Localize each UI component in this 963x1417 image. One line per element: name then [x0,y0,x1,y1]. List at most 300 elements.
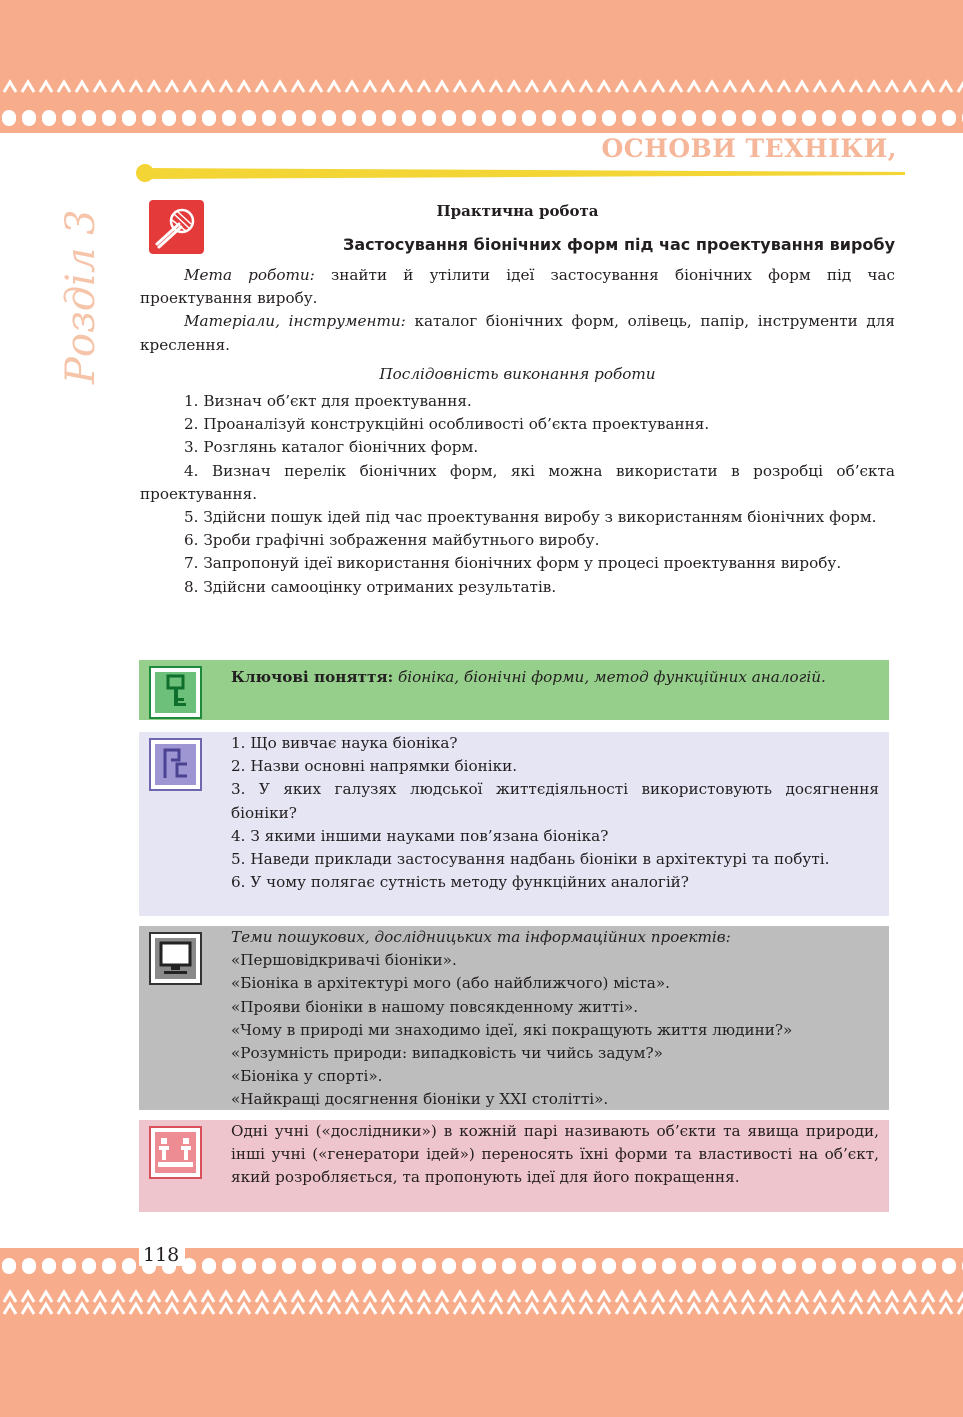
project-item: «Першовідкривачі біоніки». [231,951,457,970]
lace-scallop [222,1258,236,1274]
lace-scallop [922,110,936,126]
lace-chevron [688,82,700,92]
lace-scallop [402,110,416,126]
projects-heading: Теми пошукових, дослідницьких та інформаційних проектів: [231,928,731,946]
lace-chevron [310,1304,322,1314]
lace-chevron [508,1292,520,1302]
lace-scallop [722,1258,736,1274]
lace-scallop [502,110,516,126]
materials-paragraph [140,310,895,356]
lace-scallop [342,110,356,126]
lace-chevron [76,1304,88,1314]
step-item: 6. Зроби графічні зображення майбутнього виробу. [184,531,600,550]
project-item: «Біоніка у спорті». [231,1067,383,1086]
lace-chevron [868,1292,880,1302]
lace-chevron [112,1304,124,1314]
project-item: «Розумність природи: випадковість чи чийсь задум?» [231,1044,663,1063]
lace-chevron [634,1292,646,1302]
lace-scallop [742,110,756,126]
lace-scallop [462,110,476,126]
lace-chevron [130,1304,142,1314]
lace-scallop [882,1258,896,1274]
lace-chevron [544,82,556,92]
lace-scallop [682,1258,696,1274]
practical-work-title: Практична робота [436,202,599,220]
project-item: «Прояви біоніки в нашому повсякденному житті». [231,997,639,1016]
step-item: 8. Здійсни самооцінку отриманих результатів. [184,577,557,596]
lace-chevron [868,1304,880,1314]
lace-chevron [436,1304,448,1314]
lace-scallop [102,110,116,126]
lace-chevron [454,82,466,92]
lace-scallop [782,1258,796,1274]
lace-chevron [292,1304,304,1314]
materials-label: Матеріали, інструменти: [184,312,406,331]
lace-chevron [112,82,124,92]
lace-scallop [322,110,336,126]
lace-scallop [942,110,956,126]
lace-chevron [220,1304,232,1314]
lace-scallop [662,110,676,126]
lace-chevron [508,1304,520,1314]
lace-scallop [502,1258,516,1274]
lace-chevron [544,1304,556,1314]
lace-chevron [742,1292,754,1302]
question-item: 2. Назви основні напрямки біоніки. [231,757,518,776]
lace-chevron [292,82,304,92]
lace-chevron [562,1304,574,1314]
lace-chevron [346,1304,358,1314]
step-item: 7. Запропонуй ідеї використання біонічних форм у процесі проектування виробу. [184,554,842,573]
lace-chevron [274,1292,286,1302]
lace-chevron [580,1304,592,1314]
lace-scallop [522,1258,536,1274]
lace-scallop [922,1258,936,1274]
lace-scallop [702,110,716,126]
lace-chevron [364,82,376,92]
questions-icon [149,738,202,791]
lace-chevron [274,82,286,92]
lace-chevron [58,1292,70,1302]
lace-chevron [562,1292,574,1302]
lace-scallop [202,110,216,126]
lace-chevron [310,1292,322,1302]
lace-chevron [886,82,898,92]
lace-chevron [958,1292,963,1302]
lace-scallop [402,1258,416,1274]
lace-chevron [526,82,538,92]
lace-scallop [442,110,456,126]
lace-chevron [760,1292,772,1302]
lace-chevron [238,82,250,92]
lace-chevron [76,1292,88,1302]
lace-chevron [490,1304,502,1314]
lace-chevron [490,82,502,92]
lace-chevron [202,1304,214,1314]
questions-box [139,732,889,916]
lace-scallop [2,1258,16,1274]
step-item: 2. Проаналізуй конструкційні особливості об’єкта проектування. [184,415,710,434]
lace-chevron [634,1304,646,1314]
lace-chevron [526,1304,538,1314]
lace-chevron [922,1292,934,1302]
activity-box [139,1120,889,1212]
project-item: «Чому в природі ми знаходимо ідеї, які покращують життя людини?» [231,1020,793,1039]
lace-chevron [814,1292,826,1302]
lace-chevron [436,82,448,92]
projects-box [139,926,889,1110]
lace-chevron [796,1304,808,1314]
lace-scallop [482,110,496,126]
lace-chevron [148,82,160,92]
lace-chevron [418,1304,430,1314]
lace-scallop [82,110,96,126]
lace-chevron [886,1304,898,1314]
lace-chevron [940,1292,952,1302]
top-lace-border [0,74,963,134]
lace-scallop [622,110,636,126]
lace-scallop [762,1258,776,1274]
lace-chevron [292,1292,304,1302]
lace-scallop [802,110,816,126]
lace-scallop [542,1258,556,1274]
lace-scallop [102,1258,116,1274]
lace-chevron [490,1292,502,1302]
lace-chevron [598,1292,610,1302]
lace-chevron [202,82,214,92]
lace-chevron [616,82,628,92]
lace-chevron [796,1292,808,1302]
lace-scallop [942,1258,956,1274]
lace-chevron [832,1292,844,1302]
lace-chevron [724,82,736,92]
lace-chevron [382,1304,394,1314]
lace-scallop [762,110,776,126]
question-item: 6. У чому полягає сутність методу функційних аналогій? [231,873,689,892]
lace-chevron [94,1304,106,1314]
lace-chevron [220,1292,232,1302]
lace-scallop [622,1258,636,1274]
lace-scallop [662,1258,676,1274]
materials-text: каталог біонічних форм, олівець, папір, інструменти для креслення. [140,312,896,354]
lace-scallop [22,1258,36,1274]
lace-chevron [40,1292,52,1302]
lace-chevron [850,82,862,92]
lace-scallop [582,110,596,126]
lace-chevron [166,82,178,92]
lace-chevron [616,1292,628,1302]
lace-chevron [184,82,196,92]
lace-chevron [382,1292,394,1302]
step-item: 3. Розглянь каталог біонічних форм. [184,438,479,457]
lace-scallop [222,110,236,126]
lace-scallop [242,110,256,126]
lace-scallop [582,1258,596,1274]
lace-scallop [202,1258,216,1274]
lace-scallop [682,110,696,126]
lace-chevron [724,1304,736,1314]
lace-chevron [130,82,142,92]
lace-chevron [400,1292,412,1302]
lace-chevron [580,82,592,92]
lace-chevron [580,1292,592,1302]
lace-chevron [598,1304,610,1314]
lace-chevron [184,1292,196,1302]
lace-chevron [328,1304,340,1314]
lace-scallop [302,1258,316,1274]
section-title: ОСНОВИ ТЕХНІКИ, [601,134,897,163]
lace-chevron [850,1304,862,1314]
lace-chevron [58,82,70,92]
lace-scallop [82,1258,96,1274]
lace-scallop [422,110,436,126]
question-item: 3. У яких галузях людської життєдіяльності використовують досягнення біоніки? [231,780,879,822]
lace-chevron [454,1292,466,1302]
lace-chevron [94,1292,106,1302]
lace-chevron [346,1292,358,1302]
lace-scallop [842,1258,856,1274]
lace-chevron [652,1292,664,1302]
lace-chevron [706,1304,718,1314]
lace-chevron [418,82,430,92]
lace-chevron [22,1292,34,1302]
lace-chevron [382,82,394,92]
lace-chevron [400,1304,412,1314]
lace-chevron [778,1292,790,1302]
lace-scallop [2,110,16,126]
lace-chevron [202,1292,214,1302]
group-activity-icon [149,1126,202,1179]
lace-scallop [302,110,316,126]
lace-scallop [382,110,396,126]
lace-chevron [760,82,772,92]
lace-chevron [652,1304,664,1314]
lace-scallop [742,1258,756,1274]
project-item: «Біоніка в архітектурі мого (або найближчого) міста». [231,974,670,993]
lace-chevron [22,82,34,92]
lace-scallop [162,110,176,126]
chapter-side-label: Розділ 3 [58,209,104,384]
lace-chevron [22,1304,34,1314]
lace-scallop [362,110,376,126]
lace-scallop [602,1258,616,1274]
lace-scallop [182,110,196,126]
lace-scallop [722,110,736,126]
key-concepts-value: біоніка, біонічні форми, метод функційних аналогій. [393,668,826,686]
lace-chevron [418,1292,430,1302]
practical-work-subtitle: Застосування біонічних форм під час проектування виробу [342,235,895,254]
lace-chevron [472,1292,484,1302]
lace-chevron [40,82,52,92]
lace-chevron [544,1292,556,1302]
lace-chevron [652,82,664,92]
lace-scallop [462,1258,476,1274]
lace-scallop [42,110,56,126]
lace-chevron [4,82,16,92]
lace-chevron [400,82,412,92]
lace-scallop [382,1258,396,1274]
lace-chevron [112,1292,124,1302]
lace-scallop [902,110,916,126]
lace-chevron [76,82,88,92]
lace-scallop [602,110,616,126]
lace-chevron [40,1304,52,1314]
lace-scallop [482,1258,496,1274]
goal-label: Мета роботи: [184,266,315,284]
lace-chevron [94,82,106,92]
lace-scallop [42,1258,56,1274]
lace-chevron [688,1292,700,1302]
lace-scallop [262,1258,276,1274]
lace-scallop [802,1258,816,1274]
lace-chevron [364,1304,376,1314]
lace-chevron [850,1292,862,1302]
key-concepts-box [139,660,889,720]
lace-scallop [422,1258,436,1274]
lace-chevron [904,82,916,92]
lace-chevron [670,82,682,92]
lace-scallop [62,110,76,126]
lace-scallop [882,110,896,126]
questions-list [231,732,879,894]
lace-scallop [262,110,276,126]
lace-scallop [562,1258,576,1274]
lace-scallop [22,110,36,126]
lace-chevron [58,1304,70,1314]
lace-chevron [256,1292,268,1302]
lace-chevron [958,82,963,92]
lace-chevron [940,82,952,92]
key-concepts-text [231,666,879,689]
step-item: 4. Визнач перелік біонічних форм, які можна використати в розробці об’єкта проектування. [140,461,895,503]
lace-chevron [526,1292,538,1302]
lace-chevron [868,82,880,92]
lace-chevron [940,1304,952,1314]
lace-chevron [778,82,790,92]
lace-chevron [238,1304,250,1314]
lace-chevron [328,1292,340,1302]
lace-chevron [688,1304,700,1314]
lace-chevron [130,1292,142,1302]
lace-chevron [724,1292,736,1302]
lace-scallop [642,110,656,126]
lace-chevron [922,1304,934,1314]
lace-scallop [822,1258,836,1274]
lace-chevron [148,1292,160,1302]
lace-chevron [742,82,754,92]
lace-chevron [616,1304,628,1314]
lace-chevron [184,1304,196,1314]
lace-scallop [122,110,136,126]
lace-scallop [342,1258,356,1274]
lace-scallop [242,1258,256,1274]
lace-chevron [634,82,646,92]
lace-chevron [508,82,520,92]
lace-scallop [322,1258,336,1274]
lace-scallop [442,1258,456,1274]
lace-scallop [282,110,296,126]
lace-chevron [148,1304,160,1314]
lace-chevron [436,1292,448,1302]
page-number: 118 [139,1244,185,1266]
lace-scallop [542,110,556,126]
lace-chevron [562,82,574,92]
lace-chevron [256,82,268,92]
lace-chevron [814,82,826,92]
lace-chevron [796,82,808,92]
lace-chevron [922,82,934,92]
question-item: 4. З якими іншими науками пов’язана біоніка? [231,826,609,845]
lace-scallop [902,1258,916,1274]
lace-chevron [346,82,358,92]
lace-scallop [282,1258,296,1274]
sequence-title: Послідовність виконання роботи [379,364,656,383]
goal-text: знайти й утілити ідеї застосування біонічних форм під час проектування виробу. [140,266,895,308]
lace-scallop [822,110,836,126]
lace-scallop [702,1258,716,1274]
lace-chevron [670,1304,682,1314]
key-concepts-label: Ключові поняття: [231,668,394,686]
lace-chevron [904,1304,916,1314]
lace-scallop [522,110,536,126]
lace-chevron [4,1304,16,1314]
lace-chevron [706,1292,718,1302]
lace-chevron [742,1304,754,1314]
lace-chevron [472,1304,484,1314]
projects-list [231,926,879,1112]
lace-chevron [832,1304,844,1314]
activity-text: Одні учні («дослідники») в кожній парі називають об’єкти та явища природи, інші учні («генератори ідей») переносять їхні форми та властивості на об’єкт, який розробляється, та пропонують ідеї для його покращення. [231,1122,879,1187]
lace-chevron [238,1292,250,1302]
lace-scallop [862,1258,876,1274]
yellow-divider [135,160,905,188]
lace-chevron [364,1292,376,1302]
lace-chevron [670,1292,682,1302]
question-item: 5. Наведи приклади застосування надбань біоніки в архітектурі та побуті. [231,850,830,869]
lace-scallop [122,1258,136,1274]
lace-chevron [778,1304,790,1314]
lace-chevron [220,82,232,92]
lace-scallop [142,110,156,126]
step-item: 1. Визнач об’єкт для проектування. [184,392,472,411]
lace-scallop [362,1258,376,1274]
lace-chevron [814,1304,826,1314]
project-item: «Найкращі досягнення біоніки у XXI столітті». [231,1090,609,1109]
lace-chevron [706,82,718,92]
lace-scallop [782,110,796,126]
practical-work-body [140,264,895,599]
lace-chevron [166,1304,178,1314]
question-item: 1. Що вивчає наука біоніка? [231,734,458,752]
lace-chevron [886,1292,898,1302]
lace-chevron [904,1292,916,1302]
lace-chevron [832,82,844,92]
lace-chevron [310,82,322,92]
lace-scallop [62,1258,76,1274]
lace-chevron [166,1292,178,1302]
lace-chevron [4,1292,16,1302]
lace-scallop [862,110,876,126]
key-icon [149,666,202,719]
monitor-icon [149,932,202,985]
lace-chevron [274,1304,286,1314]
lace-scallop [642,1258,656,1274]
step-item: 5. Здійсни пошук ідей під час проектування виробу з використанням біонічних форм. [184,508,877,527]
lace-chevron [958,1304,963,1314]
lace-chevron [328,82,340,92]
lace-scallop [842,110,856,126]
lace-chevron [454,1304,466,1314]
